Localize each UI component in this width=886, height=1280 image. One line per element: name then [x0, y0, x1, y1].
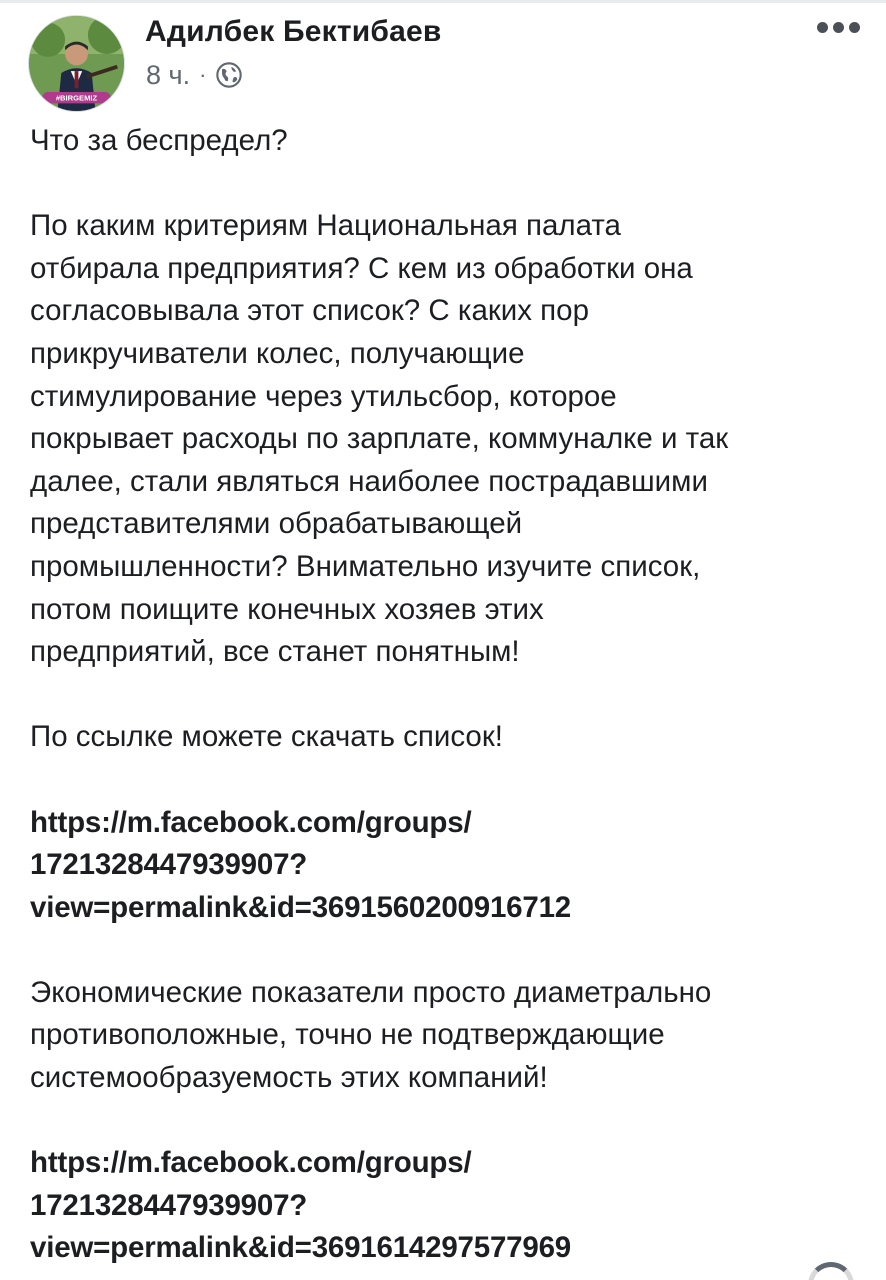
post-time[interactable]: 8 ч.: [146, 59, 191, 90]
globe-icon[interactable]: [215, 61, 243, 89]
post-meta: [146, 60, 243, 90]
more-dots-icon: [817, 22, 828, 33]
post-link[interactable]: https://m.facebook.com/groups/ 1721328447939907? view=permalink&id=3691560200916712: [30, 805, 571, 924]
more-options-button[interactable]: [817, 22, 860, 33]
post-paragraph: Экономические показатели просто диаметрально противоположные, точно не подтверждающие системообразуемость этих компаний!: [30, 975, 712, 1095]
post-paragraph: По ссылке можете скачать список!: [30, 720, 503, 754]
post-paragraph: По каким критериям Национальная палата отбирала предприятия? С кем из обработки она согласовывала этот список? С каких пор прикручиватели колес, получающие стимулирование через утильсбор, которое покрывает расходы по зарплате, коммуналке и так далее, стали являться наиболее пострадавшими представителями обрабатывающей промышленности? Внимательно изучите список, потом поищите конечных хозяев этих предприятий, все станет понятным!: [30, 209, 729, 669]
author-name[interactable]: Адилбек Бектибаев: [145, 15, 442, 48]
avatar-badge-text: #BIRGEMIZ: [55, 93, 98, 103]
post-paragraph: Что за беспредел?: [30, 124, 288, 157]
more-dots-icon: [833, 22, 844, 33]
avatar-photo: [29, 16, 124, 111]
avatar[interactable]: [28, 15, 125, 112]
post-link[interactable]: https://m.facebook.com/groups/ 1721328447939907? view=permalink&id=3691614297577969: [30, 1146, 571, 1265]
top-divider: [0, 0, 886, 3]
post-body: [30, 120, 865, 1270]
meta-separator: ·: [199, 62, 207, 87]
more-dots-icon: [849, 22, 860, 33]
